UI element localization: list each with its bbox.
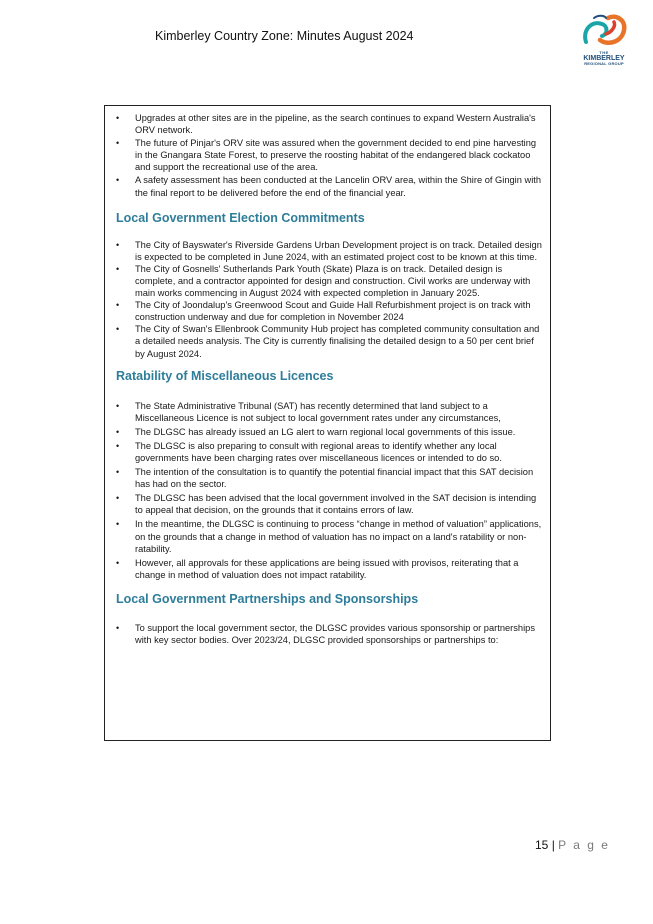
list-item: • The future of Pinjar's ORV site was assured when the government decided to end pine harvesting in the Gnangara State Forest, to preserve the roosting habitat of the endangered black cockatoo and support the recreational use of the area. [112,137,542,173]
minutes-content [112,112,542,646]
list-item: • The DLGSC has been advised that the local government involved in the SAT decision is intending to appeal that decision, on the grounds that it contains errors of law. [112,492,542,516]
kimberley-logo [578,12,630,74]
election-bullet-list [112,239,542,360]
list-item: • Upgrades at other sites are in the pipeline, as the search continues to expand Western Australia's ORV network. [112,112,542,136]
list-item: • The City of Joondalup's Greenwood Scout and Guide Hall Refurbishment project is on track with construction underway and due for completion in November 2024 [112,299,542,323]
list-item: • The City of Gosnells' Sutherlands Park Youth (Skate) Plaza is on track. Detailed design is complete, and a contractor appointed for design and construction. Civil works are underway with main works commencing in August 2024 with expected completion in January 2025. [112,263,542,299]
partnerships-bullet-list [112,622,542,646]
page-footer [535,838,610,852]
list-item: • The intention of the consultation is to quantify the potential financial impact that this SAT decision has had on the sector. [112,466,542,490]
logo-line-kimberley: KIMBERLEY [583,55,625,62]
document-header-title: Kimberley Country Zone: Minutes August 2024 [155,29,414,43]
ratability-bullet-list [112,400,542,581]
intro-bullet-list [112,112,542,199]
section-heading-ratability: Ratability of Miscellaneous Licences [116,368,334,383]
list-item: • To support the local government sector, the DLGSC provides various sponsorship or partnerships with key sector bodies. Over 2023/24, DLGSC provided sponsorships or partnerships to: [112,622,542,646]
page-number: 15 [535,838,549,852]
page-word: P a g e [558,838,610,852]
list-item: • The City of Swan's Ellenbrook Community Hub project has completed community consultation and a detailed needs analysis. The City is currently finalising the detailed design to a 50 per cent brief by August 2024. [112,323,542,359]
list-item: • The City of Bayswater's Riverside Gardens Urban Development project is on track. Detailed design is expected to be completed in June 2024, with an estimated project cost to be known at this time. [112,239,542,263]
list-item: • In the meantime, the DLGSC is continuing to process “change in method of valuation” applications, on the grounds that a change in method of valuation has no impact on a land's ratability or non-ratability. [112,518,542,554]
logo-line-regional-group: REGIONAL GROUP [584,61,624,66]
section-heading-partnerships: Local Government Partnerships and Sponsorships [116,591,419,606]
list-item: • However, all approvals for these applications are being issued with provisos, reiterating that a change in method of valuation does not impact ratability. [112,557,542,581]
logo-line-the: THE [599,50,609,55]
list-item: • The DLGSC has already issued an LG alert to warn regional local governments of this issue. [112,426,542,438]
list-item: • A safety assessment has been conducted at the Lancelin ORV area, within the Shire of Gingin with the final report to be delivered before the end of the financial year. [112,174,542,198]
list-item: • The State Administrative Tribunal (SAT) has recently determined that land subject to a Miscellaneous Licence is not subject to local government rates under any circumstances, [112,400,542,424]
logo-swirl-icon [578,12,630,52]
list-item: • The DLGSC is also preparing to consult with regional areas to identify whether any local governments have been charging rates over miscellaneous licences or intended to do so. [112,440,542,464]
page-separator: | [551,838,555,852]
section-heading-election-commitments: Local Government Election Commitments [116,210,365,225]
